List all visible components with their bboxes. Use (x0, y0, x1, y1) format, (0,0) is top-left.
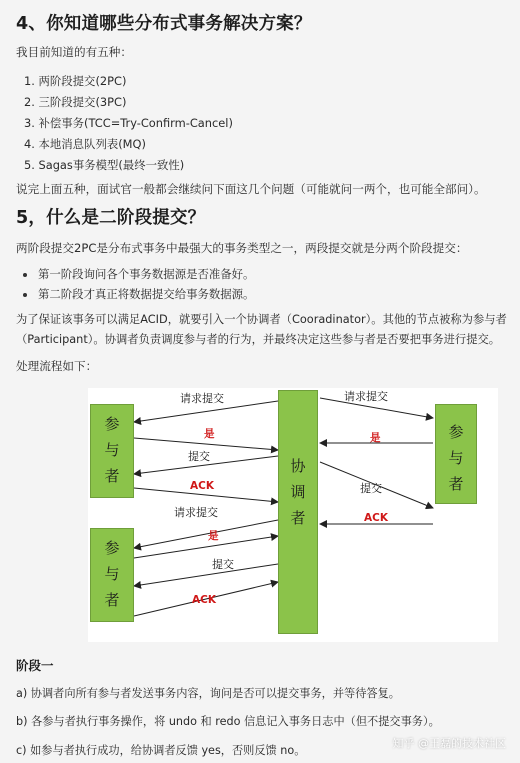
coordinator-box: 协 调 者 (278, 390, 318, 634)
label-ack: ACK (190, 480, 214, 492)
arrow-yes-left-bottom (134, 536, 278, 558)
label-yes: 是 (208, 530, 219, 542)
section5-title: 5，什么是二阶段提交？ (16, 208, 206, 228)
section5-paragraph-line1: 为了保证该事务可以满足ACID，就要引入一个协调者（Cooradinator）。其他的节点被称为参与者 (16, 313, 507, 326)
section5-intro: 两阶段提交2PC是分布式事务中最强大的事务类型之一，两段提交就是分两个阶段提交： (16, 241, 468, 255)
bullet-dot (23, 293, 27, 297)
arrow-request-left-bottom (134, 520, 278, 548)
watermark: 知乎 @王磊的技术社区 (392, 737, 506, 750)
section4-title: 4、你知道哪些分布式事务解决方案？ (16, 14, 312, 34)
bullet-item: 第二阶段才真正将数据提交给事务数据源。 (38, 287, 255, 301)
phase1-line-a: a) 协调者向所有参与者发送事务内容，询问是否可以提交事务，并等待答复。 (16, 687, 400, 700)
two-phase-commit-diagram (88, 388, 498, 642)
label-ack: ACK (364, 512, 388, 524)
section5-paragraph-line2: （Participant）。协调者负责调度参与者的行为，并最终决定这些参与者是否要把事务进行提交。 (16, 333, 501, 346)
label-request-commit: 请求提交 (174, 506, 218, 519)
label-commit: 提交 (360, 482, 382, 495)
participant-box-right: 参 与 者 (435, 404, 477, 504)
participant-box-bottom-left: 参 与 者 (90, 528, 134, 622)
list-item: 3. 补偿事务(TCC=Try-Confirm-Cancel) (24, 116, 233, 130)
participant-box-top-left: 参 与 者 (90, 404, 134, 498)
label-ack: ACK (192, 594, 216, 606)
list-item: 5. Sagas事务模型(最终一致性) (24, 158, 185, 172)
section4-intro: 我目前知道的有五种： (16, 45, 132, 59)
list-item: 1. 两阶段提交(2PC) (24, 74, 127, 88)
label-commit: 提交 (212, 558, 234, 571)
phase1-line-c: c) 如参与者执行成功，给协调者反馈 yes，否则反馈 no。 (16, 744, 306, 757)
section5-flow-label: 处理流程如下： (16, 359, 98, 373)
label-yes: 是 (370, 432, 381, 444)
label-commit: 提交 (188, 450, 210, 463)
label-request-commit: 请求提交 (180, 392, 224, 405)
label-request-commit: 请求提交 (344, 390, 388, 403)
bullet-dot (23, 273, 27, 277)
bullet-item: 第一阶段询问各个事务数据源是否准备好。 (38, 267, 255, 281)
section4-outro: 说完上面五种，面试官一般都会继续问下面这几个问题（可能就问一两个，也可能全部问）。 (16, 182, 486, 196)
phase1-line-b: b) 各参与者执行事务操作，将 undo 和 redo 信息记入事务日志中（但不提交事务）。 (16, 715, 440, 728)
label-yes: 是 (204, 428, 215, 440)
phase1-title: 阶段一 (16, 658, 54, 673)
list-item: 4. 本地消息队列表(MQ) (24, 137, 146, 151)
list-item: 2. 三阶段提交(3PC) (24, 95, 127, 109)
arrow-commit-left-bottom (134, 564, 278, 586)
